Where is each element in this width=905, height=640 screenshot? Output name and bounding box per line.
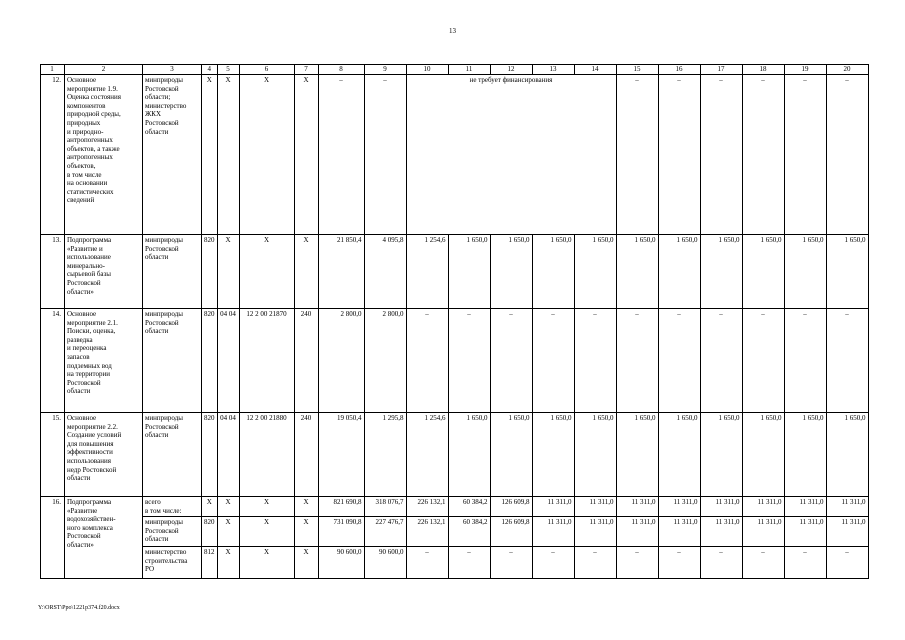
header-cell: 14 [574,65,616,75]
grbs-code: 820 [202,413,218,497]
no-funding-note: не требует финансирования [406,75,616,235]
value-cell: – [742,309,784,413]
value-cell: 1 650,0 [448,235,490,309]
table-row [41,75,869,235]
value-cell: – [700,309,742,413]
value-cell: – [532,309,574,413]
row-number: 13. [41,235,65,309]
section-code: Х [217,517,239,547]
value-cell: 11 311,0 [826,517,868,547]
value-cell: 11 311,0 [700,517,742,547]
header-cell: 1 [41,65,65,75]
value-cell: 1 650,0 [616,235,658,309]
value-cell: 11 311,0 [616,497,658,517]
value-cell: 1 254,6 [406,413,448,497]
value-cell: 126 609,8 [490,497,532,517]
section-code: Х [217,75,239,235]
value-cell: – [742,547,784,579]
header-cell: 15 [616,65,658,75]
value-cell: – [700,75,742,235]
target-code: Х [239,75,294,235]
value-cell: 11 311,0 [784,497,826,517]
target-code: Х [239,497,294,517]
target-code: 12 2 00 21870 [239,309,294,413]
executor: минприроды Ростовской области [143,309,202,413]
header-cell: 8 [318,65,364,75]
value-cell: 11 311,0 [574,517,616,547]
header-cell: 4 [202,65,218,75]
value-cell: 11 311,0 [532,517,574,547]
value-cell: – [490,547,532,579]
page-number: 13 [449,27,456,35]
header-cell: 10 [406,65,448,75]
measure-name: Подпрограмма «Развитие водохозяйствен- ного комплекса Ростовской области» [65,497,143,579]
row-number: 12. [41,75,65,235]
grbs-code: 820 [202,235,218,309]
header-row [41,65,869,75]
measure-name: Основное мероприятие 2.1. Поиски, оценка, разведка и переоценка запасов подземных вод на территории Ростовской области [65,309,143,413]
executor: минприроды Ростовской области [143,235,202,309]
budget-table [40,64,869,579]
value-cell: 821 690,8 [318,497,364,517]
value-cell: – [658,309,700,413]
target-code: Х [239,547,294,579]
value-cell: 1 650,0 [574,235,616,309]
value-cell: 1 650,0 [700,235,742,309]
value-cell: 11 311,0 [784,517,826,547]
value-cell: – [364,75,406,235]
value-cell: 1 650,0 [784,235,826,309]
value-cell: 60 384,2 [448,497,490,517]
value-cell: – [406,309,448,413]
executor: минприроды Ростовской области [143,413,202,497]
value-cell: 11 311,0 [700,497,742,517]
value-cell: 1 254,6 [406,235,448,309]
table-row [41,517,869,547]
expense-code: Х [294,497,318,517]
value-cell: – [448,547,490,579]
row-number: 16. [41,497,65,579]
value-cell: 11 311,0 [742,517,784,547]
table-row [41,547,869,579]
value-cell: 11 311,0 [574,497,616,517]
header-cell: 20 [826,65,868,75]
value-cell: 21 850,4 [318,235,364,309]
value-cell: – [616,547,658,579]
table-row [41,413,869,497]
target-code: Х [239,517,294,547]
grbs-code: 820 [202,309,218,413]
header-cell: 2 [65,65,143,75]
value-cell: 11 311,0 [616,517,658,547]
header-cell: 11 [448,65,490,75]
row-number: 14. [41,309,65,413]
executor: всего в том числе: [143,497,202,517]
value-cell: 11 311,0 [658,497,700,517]
value-cell: – [784,75,826,235]
value-cell: – [532,547,574,579]
value-cell: 226 132,1 [406,497,448,517]
file-path-footer: Y:\ORST\Ppo\1221p374.f20.docx [38,605,120,611]
value-cell: 1 650,0 [658,413,700,497]
value-cell: 731 090,8 [318,517,364,547]
value-cell: 1 650,0 [616,413,658,497]
value-cell: – [784,547,826,579]
value-cell: – [490,309,532,413]
value-cell: 1 650,0 [532,413,574,497]
section-code: 04 04 [217,413,239,497]
section-code: 04 04 [217,309,239,413]
value-cell: 4 095,8 [364,235,406,309]
value-cell: – [574,547,616,579]
expense-code: Х [294,547,318,579]
value-cell: – [616,75,658,235]
value-cell: 1 650,0 [826,413,868,497]
value-cell: 1 650,0 [448,413,490,497]
value-cell: 1 650,0 [532,235,574,309]
header-cell: 7 [294,65,318,75]
value-cell: 1 650,0 [490,235,532,309]
value-cell: 2 800,0 [318,309,364,413]
value-cell: – [826,547,868,579]
value-cell: 1 650,0 [742,413,784,497]
header-cell: 13 [532,65,574,75]
value-cell: 1 650,0 [700,413,742,497]
target-code: 12 2 00 21880 [239,413,294,497]
executor: министерство строительства РО [143,547,202,579]
value-cell: 1 650,0 [742,235,784,309]
header-cell: 5 [217,65,239,75]
header-cell: 16 [658,65,700,75]
grbs-code: Х [202,497,218,517]
table-row [41,309,869,413]
expense-code: Х [294,75,318,235]
measure-name: Основное мероприятие 1.9. Оценка состояния компонентов природной среды, природных и природно- антропогенных объектов, а также антропогенных объектов, в том числе на основании статистических сведений [65,75,143,235]
value-cell: 1 650,0 [826,235,868,309]
value-cell: 11 311,0 [826,497,868,517]
executor: минприроды Ростовской области [143,517,202,547]
measure-name: Подпрограмма «Развитие и использование минерально- сырьевой базы Ростовской области» [65,235,143,309]
value-cell: 227 476,7 [364,517,406,547]
value-cell: 318 076,7 [364,497,406,517]
value-cell: – [574,309,616,413]
header-cell: 9 [364,65,406,75]
measure-name: Основное мероприятие 2.2. Создание условий для повышения эффективности использования недр Ростовской области [65,413,143,497]
value-cell: 1 650,0 [490,413,532,497]
row-number: 15. [41,413,65,497]
header-cell: 3 [143,65,202,75]
value-cell: 1 650,0 [574,413,616,497]
section-code: Х [217,497,239,517]
value-cell: – [700,547,742,579]
value-cell: 11 311,0 [532,497,574,517]
grbs-code: 820 [202,517,218,547]
value-cell: – [616,309,658,413]
value-cell: – [406,547,448,579]
header-cell: 17 [700,65,742,75]
expense-code: Х [294,235,318,309]
value-cell: – [658,75,700,235]
value-cell: – [826,75,868,235]
grbs-code: 812 [202,547,218,579]
value-cell: 90 600,0 [364,547,406,579]
value-cell: 11 311,0 [742,497,784,517]
table-row [41,235,869,309]
header-cell: 18 [742,65,784,75]
value-cell: 90 600,0 [318,547,364,579]
value-cell: 2 800,0 [364,309,406,413]
section-code: Х [217,547,239,579]
header-cell: 19 [784,65,826,75]
section-code: Х [217,235,239,309]
expense-code: 240 [294,309,318,413]
value-cell: – [826,309,868,413]
value-cell: 19 050,4 [318,413,364,497]
expense-code: Х [294,517,318,547]
value-cell: – [742,75,784,235]
value-cell: 226 132,1 [406,517,448,547]
header-cell: 6 [239,65,294,75]
expense-code: 240 [294,413,318,497]
value-cell: – [318,75,364,235]
value-cell: 1 650,0 [784,413,826,497]
value-cell: – [448,309,490,413]
value-cell: – [784,309,826,413]
value-cell: – [658,547,700,579]
value-cell: 11 311,0 [658,517,700,547]
value-cell: 60 384,2 [448,517,490,547]
value-cell: 1 650,0 [658,235,700,309]
grbs-code: Х [202,75,218,235]
value-cell: 1 295,8 [364,413,406,497]
value-cell: 126 609,8 [490,517,532,547]
executor: минприроды Ростовской области; министерство ЖКХ Ростовской области [143,75,202,235]
target-code: Х [239,235,294,309]
table-row [41,497,869,517]
header-cell: 12 [490,65,532,75]
